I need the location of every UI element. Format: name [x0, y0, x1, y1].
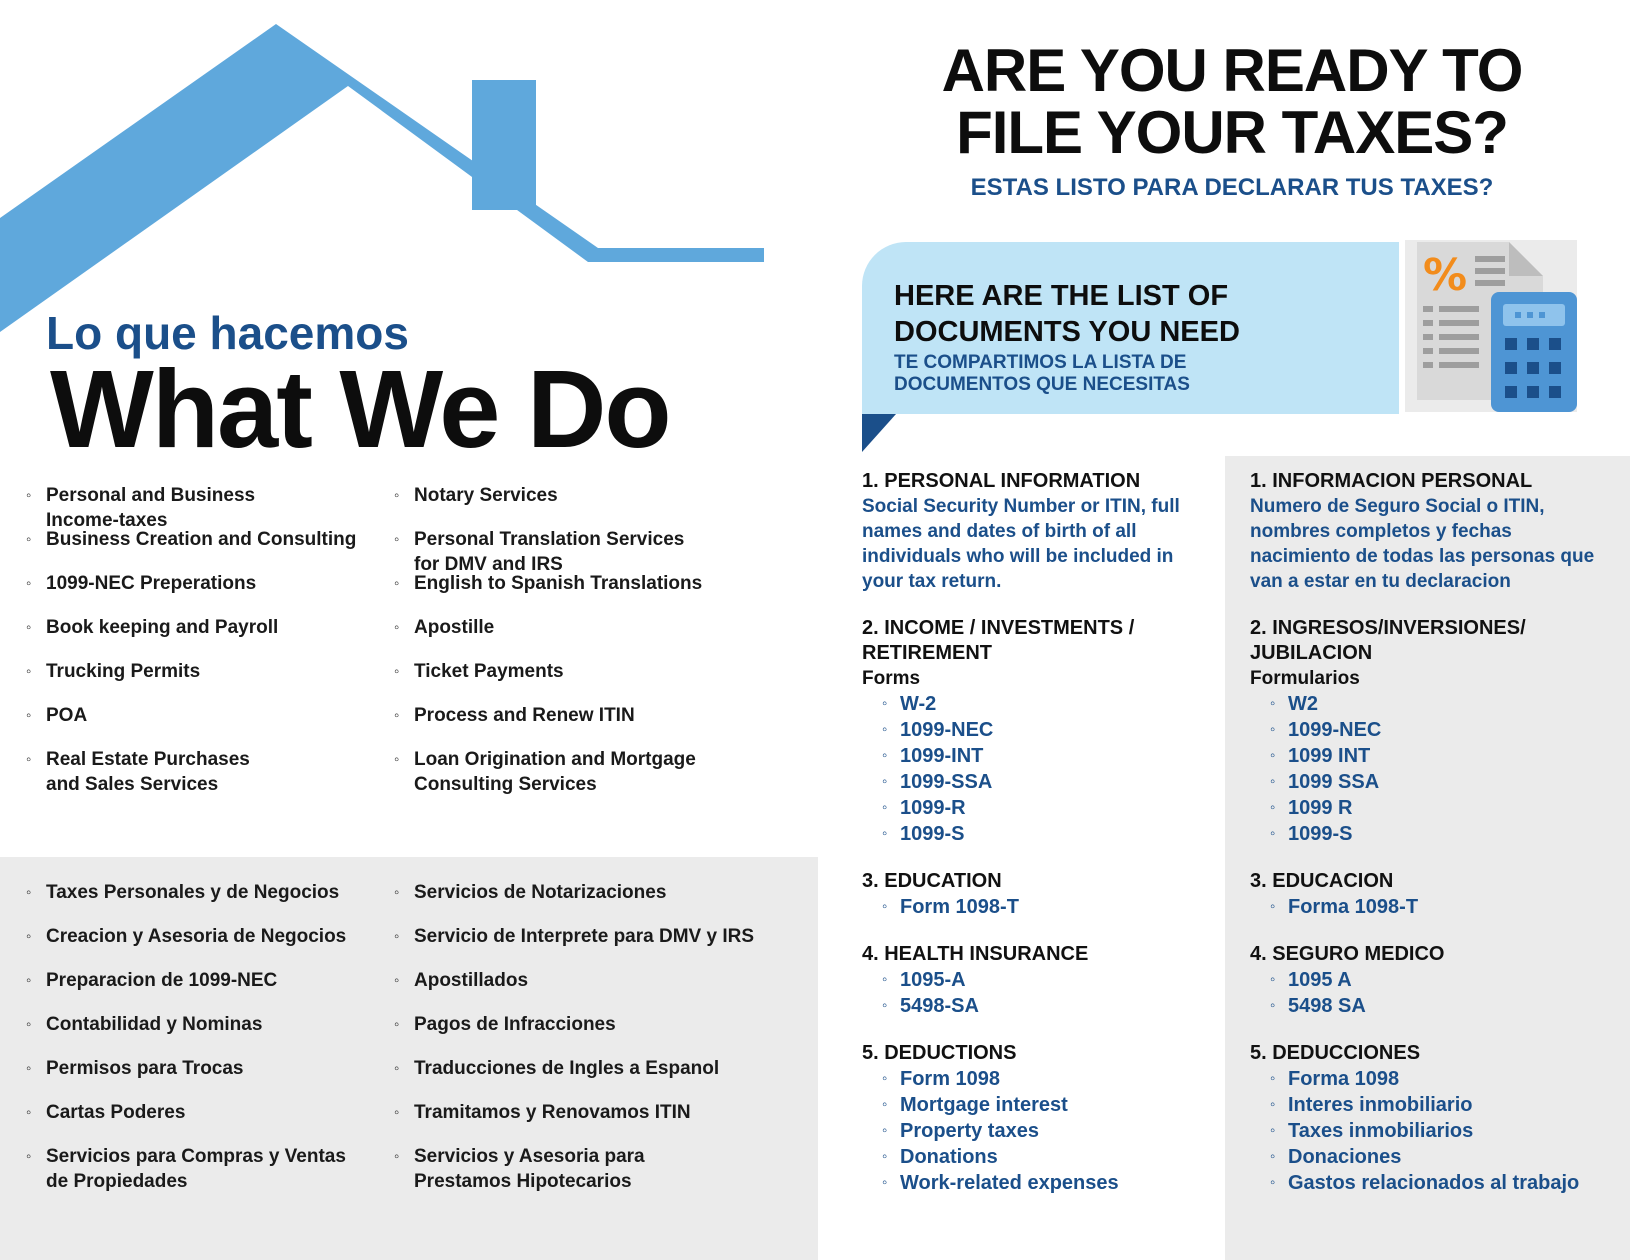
- es-deductions-heading: 5. DEDUCCIONES: [1250, 1042, 1421, 1064]
- form-item: ◦ Mortgage interest: [882, 1092, 1202, 1118]
- form-item: ◦ Forma 1098-T: [1270, 894, 1610, 920]
- form-item: ◦ 5498-SA: [882, 993, 1202, 1019]
- service-item: ◦ Contabilidad y Nominas: [26, 1012, 262, 1037]
- form-item: ◦ Gastos relacionados al trabajo: [1270, 1170, 1610, 1196]
- tax-calculator-icon: [1405, 240, 1580, 415]
- service-item: ◦ Servicios y Asesoria para Prestamos Hipotecarios: [394, 1144, 645, 1194]
- es-education-forms: [1250, 894, 1610, 920]
- banner-tail-shape: [862, 414, 896, 452]
- service-item: ◦ Business Creation and Consulting: [26, 527, 356, 552]
- service-item: ◦ POA: [26, 703, 87, 728]
- form-item: ◦ 5498 SA: [1270, 993, 1610, 1019]
- service-item: ◦ Servicios para Compras y Ventas de Propiedades: [26, 1144, 346, 1194]
- es-personal-info-heading: 1. INFORMACION PERSONAL: [1250, 470, 1533, 492]
- banner-sub-line1: TE COMPARTIMOS LA LISTA DE: [894, 352, 1187, 373]
- es-forms-label: Formularios: [1250, 668, 1360, 689]
- form-item: ◦ 1099-S: [1270, 821, 1610, 847]
- service-item: ◦ Real Estate Purchases and Sales Services: [26, 747, 250, 797]
- svg-text:%: %: [1423, 250, 1468, 301]
- service-item: ◦ Tramitamos y Renovamos ITIN: [394, 1100, 691, 1125]
- service-item: ◦ Process and Renew ITIN: [394, 703, 635, 728]
- documents-banner-heading: [894, 278, 1240, 350]
- en-education-forms: [862, 894, 1202, 920]
- service-item: ◦ Personal Translation Services for DMV and IRS: [394, 527, 684, 577]
- banner-sub-line2: DOCUMENTOS QUE NECESITAS: [894, 374, 1190, 395]
- house-roof-illustration: [0, 0, 770, 340]
- service-item: ◦ Ticket Payments: [394, 659, 564, 684]
- service-item: ◦ Apostillados: [394, 968, 528, 993]
- es-personal-info-text: Numero de Seguro Social o ITIN, nombres completos y fechas nacimiento de todas las personas que van a estar en tu declaracion: [1250, 496, 1595, 592]
- banner-heading-line1: HERE ARE THE LIST OF: [894, 280, 1229, 312]
- es-health-forms: [1250, 967, 1610, 1019]
- form-item: ◦ Taxes inmobiliarios: [1270, 1118, 1610, 1144]
- form-item: ◦ 1099 SSA: [1270, 769, 1610, 795]
- service-item: ◦ Personal and Business Income-taxes: [26, 483, 255, 533]
- service-item: ◦ English to Spanish Translations: [394, 571, 702, 596]
- en-health-forms: [862, 967, 1202, 1019]
- main-title-line2: FILE YOUR TAXES?: [956, 99, 1508, 166]
- form-item: ◦ Form 1098-T: [882, 894, 1202, 920]
- main-title: [862, 37, 1602, 166]
- service-item: ◦ Apostille: [394, 615, 494, 640]
- form-item: ◦ 1095 A: [1270, 967, 1610, 993]
- es-deductions-forms: [1250, 1066, 1610, 1196]
- requirements-en: [862, 469, 1202, 1196]
- form-item: ◦ Donaciones: [1270, 1144, 1610, 1170]
- es-health-heading: 4. SEGURO MEDICO: [1250, 943, 1445, 965]
- form-item: ◦ 1099-R: [882, 795, 1202, 821]
- service-item: ◦ Servicio de Interprete para DMV y IRS: [394, 924, 754, 949]
- section-title: What We Do: [50, 348, 670, 471]
- service-item: ◦ Cartas Poderes: [26, 1100, 185, 1125]
- form-item: ◦ W2: [1270, 691, 1610, 717]
- service-item: ◦ Notary Services: [394, 483, 558, 508]
- es-income-forms: [1250, 691, 1610, 847]
- form-item: ◦ Forma 1098: [1270, 1066, 1610, 1092]
- service-item: ◦ Permisos para Trocas: [26, 1056, 244, 1081]
- banner-heading-line2: DOCUMENTS YOU NEED: [894, 316, 1240, 348]
- en-health-heading: 4. HEALTH INSURANCE: [862, 943, 1089, 965]
- en-income-heading: 2. INCOME / INVESTMENTS / RETIREMENT: [862, 617, 1135, 664]
- main-title-line1: ARE YOU READY TO: [941, 37, 1523, 104]
- en-forms-label: Forms: [862, 668, 921, 689]
- service-item: ◦ Servicios de Notarizaciones: [394, 880, 666, 905]
- service-item: ◦ Book keeping and Payroll: [26, 615, 278, 640]
- en-education-heading: 3. EDUCATION: [862, 870, 1002, 892]
- form-item: ◦ 1099-NEC: [882, 717, 1202, 743]
- service-item: ◦ Creacion y Asesoria de Negocios: [26, 924, 346, 949]
- documents-banner: [862, 242, 1399, 414]
- service-item: ◦ Pagos de Infracciones: [394, 1012, 616, 1037]
- documents-banner-subheading: [894, 352, 1190, 396]
- service-item: ◦ Taxes Personales y de Negocios: [26, 880, 339, 905]
- en-income-forms: [862, 691, 1202, 847]
- form-item: ◦ Work-related expenses: [882, 1170, 1202, 1196]
- form-item: ◦ Form 1098: [882, 1066, 1202, 1092]
- main-subtitle: ESTAS LISTO PARA DECLARAR TUS TAXES?: [970, 174, 1494, 201]
- service-item: ◦ Preparacion de 1099-NEC: [26, 968, 277, 993]
- en-deductions-heading: 5. DEDUCTIONS: [862, 1042, 1017, 1064]
- en-personal-info-heading: 1. PERSONAL INFORMATION: [862, 470, 1141, 492]
- form-item: ◦ 1099 INT: [1270, 743, 1610, 769]
- form-item: ◦ Donations: [882, 1144, 1202, 1170]
- form-item: ◦ 1095-A: [882, 967, 1202, 993]
- service-item: ◦ 1099-NEC Preperations: [26, 571, 256, 596]
- form-item: ◦ W-2: [882, 691, 1202, 717]
- form-item: ◦ 1099-INT: [882, 743, 1202, 769]
- en-deductions-forms: [862, 1066, 1202, 1196]
- section-subtitle: Lo que hacemos: [46, 307, 409, 359]
- form-item: ◦ Interes inmobiliario: [1270, 1092, 1610, 1118]
- es-education-heading: 3. EDUCACION: [1250, 870, 1394, 892]
- form-item: ◦ 1099-NEC: [1270, 717, 1610, 743]
- service-item: ◦ Loan Origination and Mortgage Consulting Services: [394, 747, 696, 797]
- service-item: ◦ Traducciones de Ingles a Espanol: [394, 1056, 719, 1081]
- form-item: ◦ Property taxes: [882, 1118, 1202, 1144]
- service-item: ◦ Trucking Permits: [26, 659, 200, 684]
- form-item: ◦ 1099-SSA: [882, 769, 1202, 795]
- es-income-heading: 2. INGRESOS/INVERSIONES/ JUBILACION: [1250, 617, 1526, 664]
- form-item: ◦ 1099-S: [882, 821, 1202, 847]
- form-item: ◦ 1099 R: [1270, 795, 1610, 821]
- requirements-es: [1250, 469, 1610, 1196]
- en-personal-info-text: Social Security Number or ITIN, full names and dates of birth of all individuals who will be included in your tax return.: [862, 496, 1180, 592]
